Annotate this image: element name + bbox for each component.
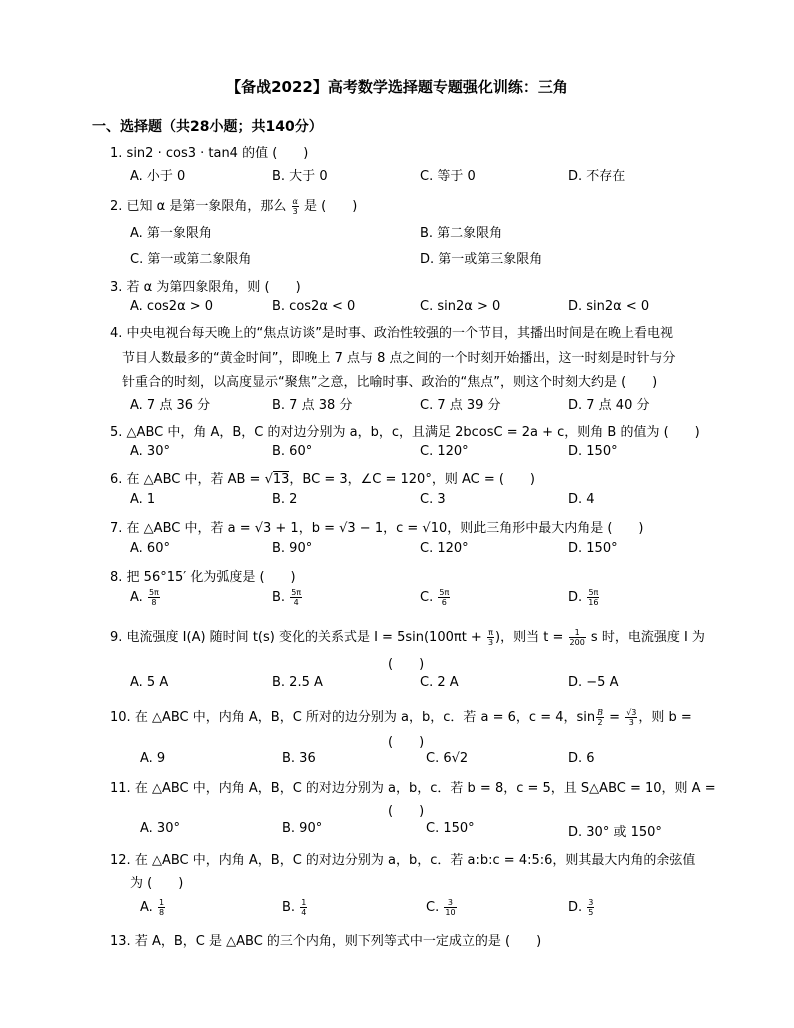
question-8 <box>110 566 296 585</box>
option-b: B. 第二象限角 <box>420 226 503 241</box>
option-d: D. 不存在 <box>568 169 626 184</box>
question-3 <box>110 276 301 295</box>
option-b: B. $\frac{5\pi}{4}$ <box>272 588 302 607</box>
question-7 <box>110 517 644 536</box>
option-c: C. 120° <box>420 444 469 459</box>
question-11 <box>110 777 716 796</box>
question-12-line-2: 为 ( ) <box>130 876 184 891</box>
option-d: D. 150° <box>568 444 618 459</box>
option-a: A. 60° <box>130 541 170 556</box>
option-a: A. 第一象限角 <box>130 226 212 241</box>
question-stem: 若 A，B，C 是 △ABC 的三个内角，则下列等式中一定成立的是 ( ) <box>134 934 542 949</box>
option-c: C. $\frac{5\pi}{6}$ <box>420 588 450 607</box>
question-stem: △ABC 中，角 A，B，C 的对边分别为 a，b，c，且满足 2bcosC = 2a + c，则角 B 的值为 ( ) <box>126 425 700 440</box>
option-b: B. 大于 0 <box>272 169 328 184</box>
option-d: D. 150° <box>568 541 618 556</box>
question-13 <box>110 930 541 949</box>
option-d: D. 第一或第三象限角 <box>420 252 543 267</box>
question-10: 10. 在 △ABC 中，内角 A，B，C 所对的边分别为 a，b，c．若 a = 6，c = 4，sin $\frac{B}{2}$ = $\frac{√3}{3}$ ，则 b = <box>110 708 692 727</box>
option-b: B. 90° <box>282 821 323 836</box>
option-d: D. 6 <box>568 751 595 766</box>
option-d: D. $\frac{3}{5}$ <box>568 898 594 917</box>
option-c: C. 3 <box>420 492 446 507</box>
option-b: B. 7 点 38 分 <box>272 398 353 413</box>
option-d: D. 30° 或 150° <box>568 825 662 840</box>
question-number: 12. <box>110 853 131 868</box>
option-c: C. 2 A <box>420 675 459 690</box>
option-a: A. 30° <box>140 821 180 836</box>
option-d: D. 7 点 40 分 <box>568 398 650 413</box>
option-a: A. 小于 0 <box>130 169 186 184</box>
option-d: D. $\frac{5\pi}{16}$ <box>568 588 599 607</box>
question-stem-post: 是 ( ) <box>299 199 358 214</box>
option-c: C. 150° <box>426 821 475 836</box>
option-a: A. 7 点 36 分 <box>130 398 211 413</box>
option-c: C. 第一或第二象限角 <box>130 252 252 267</box>
question-4-line-3: 针重合的时刻，以高度显示“聚焦”之意，比喻时事、政治的“焦点”，则这个时刻大约是 ( ) <box>122 375 658 390</box>
option-d: D. 4 <box>568 492 595 507</box>
question-number: 11. <box>110 781 131 796</box>
option-c: C. 等于 0 <box>420 169 476 184</box>
question-number: 8. <box>110 570 123 585</box>
question-number: 1. <box>110 146 123 161</box>
option-c: C. $\frac{3}{10}$ <box>426 898 456 917</box>
question-stem: sin2 · cos3 · tan4 的值 ( ) <box>126 146 309 161</box>
option-a: A. $\frac{1}{8}$ <box>140 898 165 917</box>
question-6: 6. 在 △ABC 中，若 AB = √13，BC = 3，∠C = 120°，则 AC = ( ) <box>110 472 535 487</box>
question-4-line-2: 节目人数最多的“黄金时间”，即晚上 7 点与 8 点之间的一个时刻开始播出，这一时刻是时针与分 <box>122 351 676 366</box>
question-number: 2. <box>110 199 123 214</box>
question-stem: 在 △ABC 中，内角 A，B，C 的对边分别为 a，b，c．若 a:b:c = 4:5:6，则其最大内角的余弦值 <box>134 853 696 868</box>
answer-paren: ( ) <box>388 735 425 750</box>
option-b: B. $\frac{1}{4}$ <box>282 898 307 917</box>
question-stem: 中央电视台每天晚上的“焦点访谈”是时事、政治性较强的一个节目，其播出时间是在晚上看电视 <box>126 326 674 341</box>
question-stem-pre: 在 △ABC 中，若 AB = <box>126 472 265 487</box>
option-b: B. 36 <box>282 751 316 766</box>
question-number: 7. <box>110 521 123 536</box>
option-a: A. 1 <box>130 492 156 507</box>
question-number: 3. <box>110 280 123 295</box>
section-heading: 一、选择题（共28小题；共140分） <box>92 119 323 135</box>
question-number: 5. <box>110 425 123 440</box>
question-number: 9. <box>110 630 123 645</box>
option-b: B. cos2α < 0 <box>272 299 356 314</box>
option-c: C. 120° <box>420 541 469 556</box>
answer-paren: ( ) <box>388 657 425 672</box>
answer-paren: ( ) <box>388 804 425 819</box>
question-5 <box>110 421 700 440</box>
option-a: A. cos2α > 0 <box>130 299 214 314</box>
question-stem: 把 56°15′ 化为弧度是 ( ) <box>126 570 296 585</box>
question-number: 4. <box>110 326 123 341</box>
question-stem: 在 △ABC 中，若 a = √3 + 1，b = √3 − 1，c = √10，则此三角形中最大内角是 ( ) <box>126 521 644 536</box>
option-a: A. 5 A <box>130 675 169 690</box>
option-a: A. 9 <box>140 751 166 766</box>
question-stem: 若 α 为第四象限角，则 ( ) <box>126 280 301 295</box>
question-number: 13. <box>110 934 131 949</box>
option-b: B. 2.5 A <box>272 675 323 690</box>
question-2 <box>110 195 357 216</box>
question-4 <box>110 322 673 341</box>
option-d: D. sin2α < 0 <box>568 299 650 314</box>
question-number: 10. <box>110 710 131 725</box>
option-b: B. 90° <box>272 541 313 556</box>
option-c: C. sin2α > 0 <box>420 299 501 314</box>
sqrt-radicand: 13 <box>272 472 290 487</box>
option-a: A. 30° <box>130 444 170 459</box>
question-stem-pre: 已知 α 是第一象限角，那么 <box>126 199 291 214</box>
question-12 <box>110 849 695 868</box>
question-stem-post: ，BC = 3，∠C = 120°，则 AC = ( ) <box>289 472 535 487</box>
option-b: B. 2 <box>272 492 298 507</box>
option-a: A. $\frac{5\pi}{8}$ <box>130 588 159 607</box>
question-number: 6. <box>110 472 123 487</box>
option-d: D. −5 A <box>568 675 619 690</box>
question-9: 9. 电流强度 I(A) 随时间 t(s) 变化的关系式是 I = 5sin(100πt + $\frac{\pi}{3}$ )，则当 t = $\frac{1}{200}$ s 时，电流强度 I 为 <box>110 628 705 647</box>
option-c: C. 7 点 39 分 <box>420 398 501 413</box>
question-stem: 在 △ABC 中，内角 A，B，C 的对边分别为 a，b，c．若 b = 8，c = 5，且 S△ABC = 10，则 A = <box>134 781 716 796</box>
option-b: B. 60° <box>272 444 313 459</box>
document-title: 【备战2022】高考数学选择题专题强化训练：三角 <box>226 78 568 96</box>
option-c: C. 6√2 <box>426 751 469 766</box>
question-1 <box>110 142 308 161</box>
fraction: $\frac{\alpha}{3}$ <box>292 197 298 216</box>
